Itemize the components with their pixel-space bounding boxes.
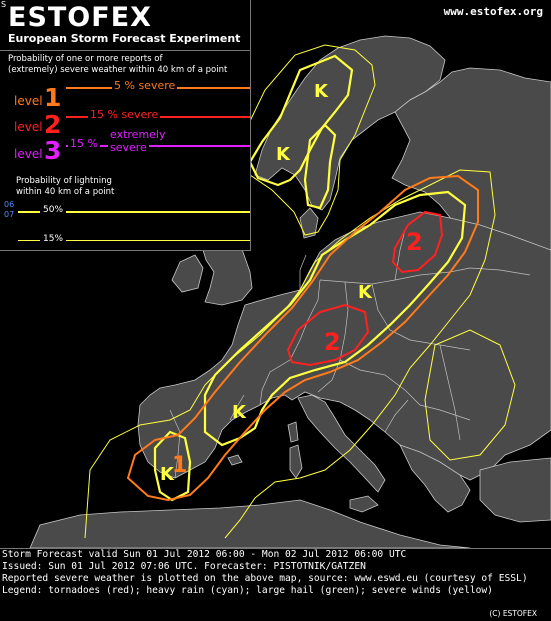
forecast-footer — [0, 548, 551, 621]
lightning-heading-2: within 40 km of a point — [16, 187, 115, 197]
map-level2-label-poland: 2 — [406, 228, 423, 256]
level2-prob: 15 % severe — [90, 108, 159, 121]
brand-logo: ESTOFEX — [8, 2, 152, 33]
level1-prob: 5 % severe — [114, 79, 176, 92]
corner-mark: S — [1, 0, 7, 9]
copyright: (C) ESTOFEX — [489, 609, 537, 618]
legend-divider — [0, 50, 250, 51]
level1-word: level — [14, 94, 43, 108]
lightning-symbol: K — [314, 81, 328, 102]
map-level2-label-czech: 2 — [324, 328, 341, 356]
level3-number: 3 — [44, 136, 62, 165]
footer-source: Reported severe weather is plotted on the above map, source: www.eswd.eu (courtesy of ESSL) — [2, 573, 528, 584]
severe-heading-1: Probability of one or more reports of — [8, 54, 163, 64]
level3-prob: 15 % — [70, 137, 98, 150]
brand-subtitle: European Storm Forecast Experiment — [8, 32, 241, 45]
lightning-15-label: 15% — [40, 234, 66, 244]
lightning-symbol: K — [232, 402, 246, 423]
side-code-2: 07 — [4, 210, 15, 219]
footer-validity: Storm Forecast valid Sun 01 Jul 2012 06:00 - Mon 02 Jul 2012 06:00 UTC — [2, 549, 407, 560]
level2-number: 2 — [44, 110, 62, 139]
side-code-1: 06 — [4, 200, 15, 209]
legend-panel — [0, 0, 251, 251]
severe-heading-2: (extremely) severe weather within 40 km of a point — [8, 65, 228, 75]
level1-number: 1 — [44, 83, 62, 112]
level3-word: level — [14, 147, 43, 161]
level2-word: level — [14, 120, 43, 134]
level3-extra-1: extremely — [110, 128, 166, 141]
lightning-symbol: K — [358, 282, 372, 303]
footer-legend: Legend: tornadoes (red); heavy rain (cyan); large hail (green); severe winds (yellow) — [2, 585, 493, 596]
footer-issued: Issued: Sun 01 Jul 2012 07:06 UTC. Forecaster: PISTOTNIK/GATZEN — [2, 561, 366, 572]
lightning-symbol: K — [160, 464, 174, 485]
website-label: www.estofex.org — [443, 5, 543, 18]
lightning-symbol: K — [276, 144, 290, 165]
level3-extra-2: severe — [110, 141, 147, 154]
lightning-heading-1: Probability of lightning — [16, 176, 112, 186]
map-level1-label: 1 — [172, 453, 188, 478]
lightning-50-label: 50% — [40, 205, 66, 215]
